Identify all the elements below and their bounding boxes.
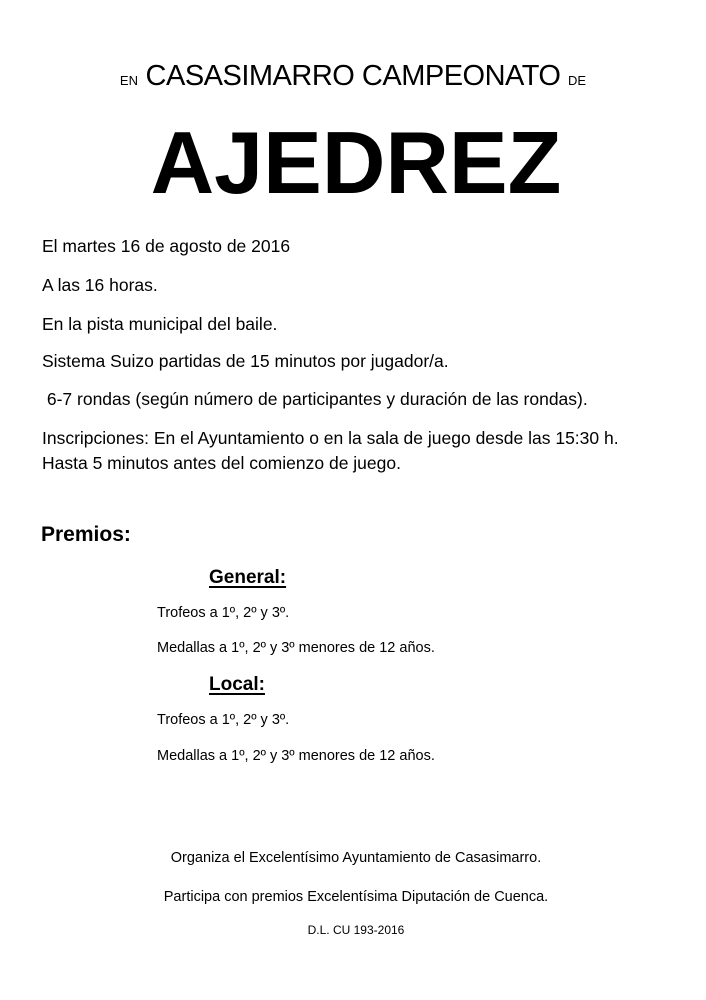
detail-system: Sistema Suizo partidas de 15 minutos por jugador/a. — [42, 351, 449, 371]
prizes-heading: Premios: — [41, 523, 131, 546]
detail-rounds: 6-7 rondas (según número de participantes y duración de las rondas). — [42, 389, 588, 409]
general-medals: Medallas a 1º, 2º y 3º menores de 12 años. — [157, 640, 435, 656]
local-medals: Medallas a 1º, 2º y 3º menores de 12 años. — [157, 748, 435, 764]
local-prizes-heading: Local: — [209, 674, 265, 695]
local-trophies: Trofeos a 1º, 2º y 3º. — [157, 712, 290, 728]
event-title: AJEDREZ — [150, 113, 562, 212]
detail-registration-deadline: Hasta 5 minutos antes del comienzo de juego. — [42, 453, 401, 473]
detail-time: A las 16 horas. — [42, 275, 158, 295]
general-trophies: Trofeos a 1º, 2º y 3º. — [157, 605, 290, 621]
organizer-line: Organiza el Excelentísimo Ayuntamiento de Casasimarro. — [170, 850, 542, 866]
header-main: CASASIMARRO CAMPEONATO — [145, 60, 561, 92]
detail-registration: Inscripciones: En el Ayuntamiento o en la sala de juego desde las 15:30 h. — [42, 428, 619, 448]
event-header — [0, 58, 706, 99]
header-prefix: EN — [119, 73, 138, 88]
header-suffix: DE — [568, 73, 587, 88]
detail-date: El martes 16 de agosto de 2016 — [42, 236, 291, 256]
sponsor-line: Participa con premios Excelentísima Diputación de Cuenca. — [163, 889, 549, 905]
legal-deposit: D.L. CU 193-2016 — [307, 923, 405, 937]
detail-venue: En la pista municipal del baile. — [42, 314, 278, 334]
general-prizes-heading: General: — [209, 567, 287, 588]
